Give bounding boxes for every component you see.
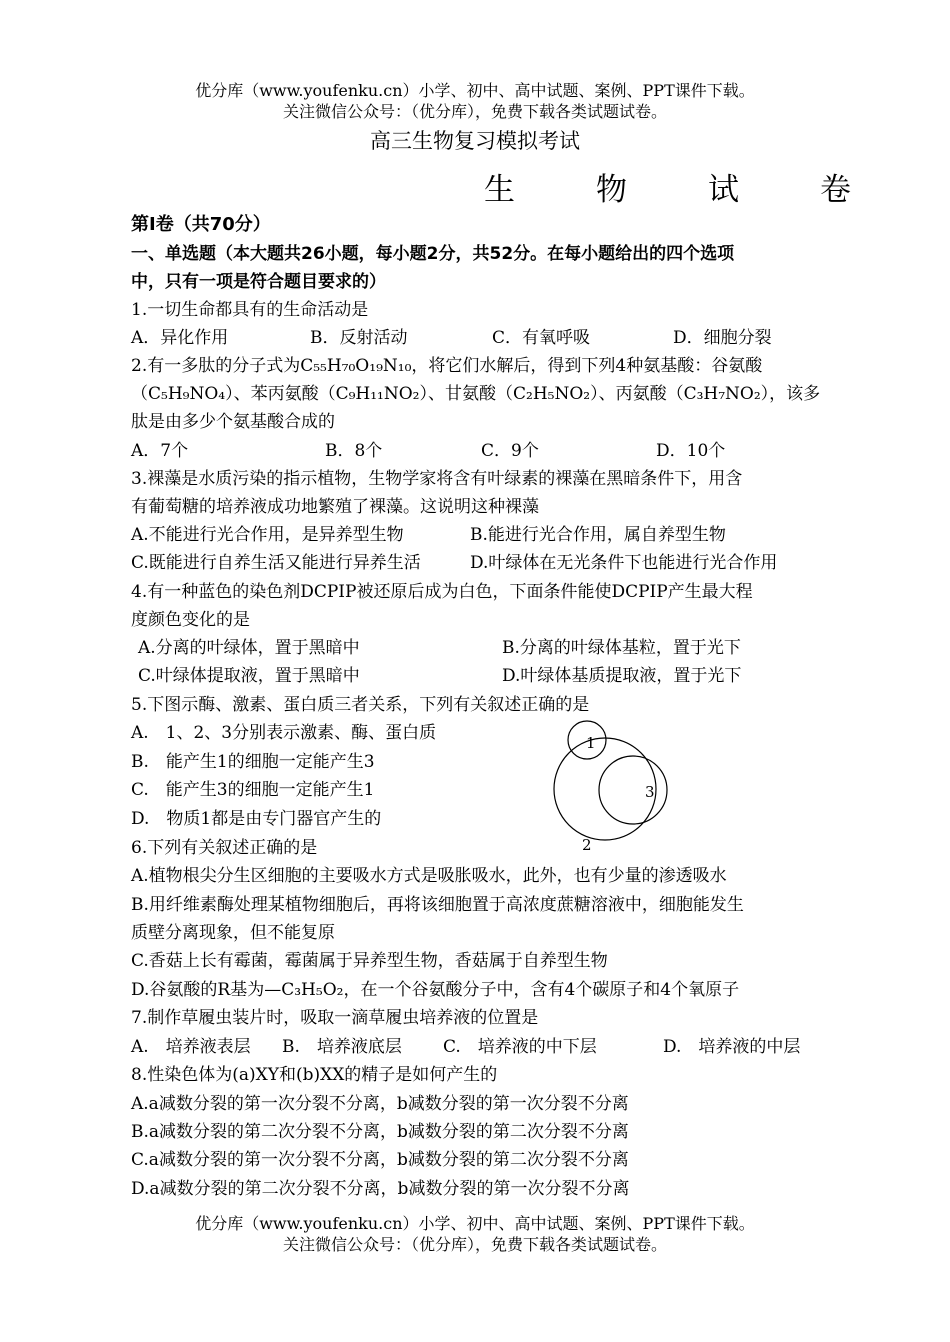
q7-option-d: D. 培养液的中层 — [663, 1037, 801, 1057]
subtitle-char: 卷 — [820, 172, 851, 208]
subtitle-char: 生 — [484, 172, 515, 208]
q1-option-c: C．有氧呼吸 — [492, 328, 591, 348]
q7-option-b: B. 培养液底层 — [282, 1037, 402, 1057]
q1-option-d: D．细胞分裂 — [673, 328, 772, 348]
q8-option-c: C.a减数分裂的第一次分裂不分离，b减数分裂的第二次分裂不分离 — [131, 1150, 629, 1170]
q2-option-a: A．7个 — [131, 441, 189, 461]
q4-option-a: A.分离的叶绿体，置于黑暗中 — [138, 638, 360, 658]
venn-diagram — [540, 712, 680, 862]
exam-title: 高三生物复习模拟考试 — [370, 129, 580, 153]
q6-option-a: A.植物根尖分生区细胞的主要吸水方式是吸胀吸水，此外，也有少量的渗透吸水 — [131, 866, 727, 886]
part-heading-line-1: 一、单选题（本大题共26小题，每小题2分，共52分。在每小题给出的四个选项 — [131, 244, 735, 264]
subtitle-char: 物 — [596, 172, 627, 208]
q1-option-b: B．反射活动 — [310, 328, 408, 348]
q2-option-b: B．8个 — [325, 441, 383, 461]
q2-stem-line-2: （C₅H₉NO₄）、苯丙氨酸（C₉H₁₁NO₂）、甘氨酸（C₂H₅NO₂）、丙氨酸（C₃H₇NO₂），该多 — [131, 384, 821, 404]
circle-3 — [599, 756, 667, 824]
q3-option-d: D.叶绿体在无光条件下也能进行光合作用 — [470, 553, 778, 573]
q3-option-b: B.能进行光合作用，属自养型生物 — [470, 525, 726, 545]
q3-option-a: A.不能进行光合作用，是异养型生物 — [131, 525, 404, 545]
q1-stem: 1.一切生命都具有的生命活动是 — [131, 300, 369, 320]
section-heading: 第Ⅰ卷（共70分） — [131, 214, 271, 235]
q4-option-b: B.分离的叶绿体基粒，置于光下 — [502, 638, 741, 658]
q5-stem: 5.下图示酶、激素、蛋白质三者关系，下列有关叙述正确的是 — [131, 695, 590, 715]
q5-option-d: D. 物质1都是由专门器官产生的 — [131, 809, 382, 829]
q4-option-d: D.叶绿体基质提取液，置于光下 — [502, 666, 742, 686]
label-1: 1 — [586, 734, 596, 752]
q3-stem-line-2: 有葡萄糖的培养液成功地繁殖了裸藻。这说明这种裸藻 — [131, 497, 539, 517]
q2-stem-line-1: 2.有一多肽的分子式为C₅₅H₇₀O₁₉N₁₀，将它们水解后，得到下列4种氨基酸：谷氨酸 — [131, 356, 763, 376]
footer-line-2: 关注微信公众号：（优分库），免费下载各类试题试卷。 — [282, 1235, 667, 1254]
q2-option-d: D．10个 — [656, 441, 726, 461]
q8-stem: 8.性染色体为(a)XY和(b)XX的精子是如何产生的 — [131, 1065, 498, 1085]
subtitle-char: 试 — [708, 172, 739, 208]
q5-option-a: A. 1、2、3分别表示激素、酶、蛋白质 — [131, 723, 437, 743]
label-2: 2 — [582, 836, 592, 854]
label-3: 3 — [645, 783, 655, 801]
q7-stem: 7.制作草履虫装片时，吸取一滴草履虫培养液的位置是 — [131, 1008, 539, 1028]
q8-option-b: B.a减数分裂的第二次分裂不分离，b减数分裂的第二次分裂不分离 — [131, 1122, 629, 1142]
header-line-2: 关注微信公众号：（优分库），免费下载各类试题试卷。 — [282, 102, 667, 121]
q6-option-d: D.谷氨酸的R基为—C₃H₅O₂，在一个谷氨酸分子中，含有4个碳原子和4个氧原子 — [131, 980, 740, 1000]
q8-option-d: D.a减数分裂的第二次分裂不分离，b减数分裂的第一次分裂不分离 — [131, 1179, 630, 1199]
q4-stem-line-1: 4.有一种蓝色的染色剂DCPIP被还原后成为白色，下面条件能使DCPIP产生最大程 — [131, 582, 753, 602]
q3-option-c: C.既能进行自养生活又能进行异养生活 — [131, 553, 421, 573]
header-line-1: 优分库（www.youfenku.cn）小学、初中、高中试题、案例、PPT课件下载。 — [195, 81, 755, 100]
q5-option-b: B. 能产生1的细胞一定能产生3 — [131, 752, 375, 772]
q2-stem-line-3: 肽是由多少个氨基酸合成的 — [131, 412, 335, 432]
q6-option-c: C.香菇上长有霉菌，霉菌属于异养型生物，香菇属于自养型生物 — [131, 951, 608, 971]
circle-2 — [554, 738, 656, 840]
footer-line-1: 优分库（www.youfenku.cn）小学、初中、高中试题、案例、PPT课件下载。 — [195, 1214, 755, 1233]
q5-option-c: C. 能产生3的细胞一定能产生1 — [131, 780, 375, 800]
part-heading-line-2: 中，只有一项是符合题目要求的） — [131, 272, 386, 292]
q3-stem-line-1: 3.裸藻是水质污染的指示植物，生物学家将含有叶绿素的裸藻在黑暗条件下，用含 — [131, 469, 743, 489]
q7-option-c: C. 培养液的中下层 — [443, 1037, 597, 1057]
q1-option-a: A．异化作用 — [131, 328, 229, 348]
q6-stem: 6.下列有关叙述正确的是 — [131, 838, 318, 858]
q7-option-a: A. 培养液表层 — [131, 1037, 251, 1057]
q6-option-b-line-1: B.用纤维素酶处理某植物细胞后，再将该细胞置于高浓度蔗糖溶液中，细胞能发生 — [131, 895, 744, 915]
q8-option-a: A.a减数分裂的第一次分裂不分离，b减数分裂的第一次分裂不分离 — [131, 1094, 629, 1114]
q4-option-c: C.叶绿体提取液，置于黑暗中 — [138, 666, 360, 686]
paper-subtitle — [484, 164, 851, 209]
q6-option-b-line-2: 质壁分离现象，但不能复原 — [131, 923, 335, 943]
q2-option-c: C．9个 — [481, 441, 539, 461]
q4-stem-line-2: 度颜色变化的是 — [131, 610, 250, 630]
